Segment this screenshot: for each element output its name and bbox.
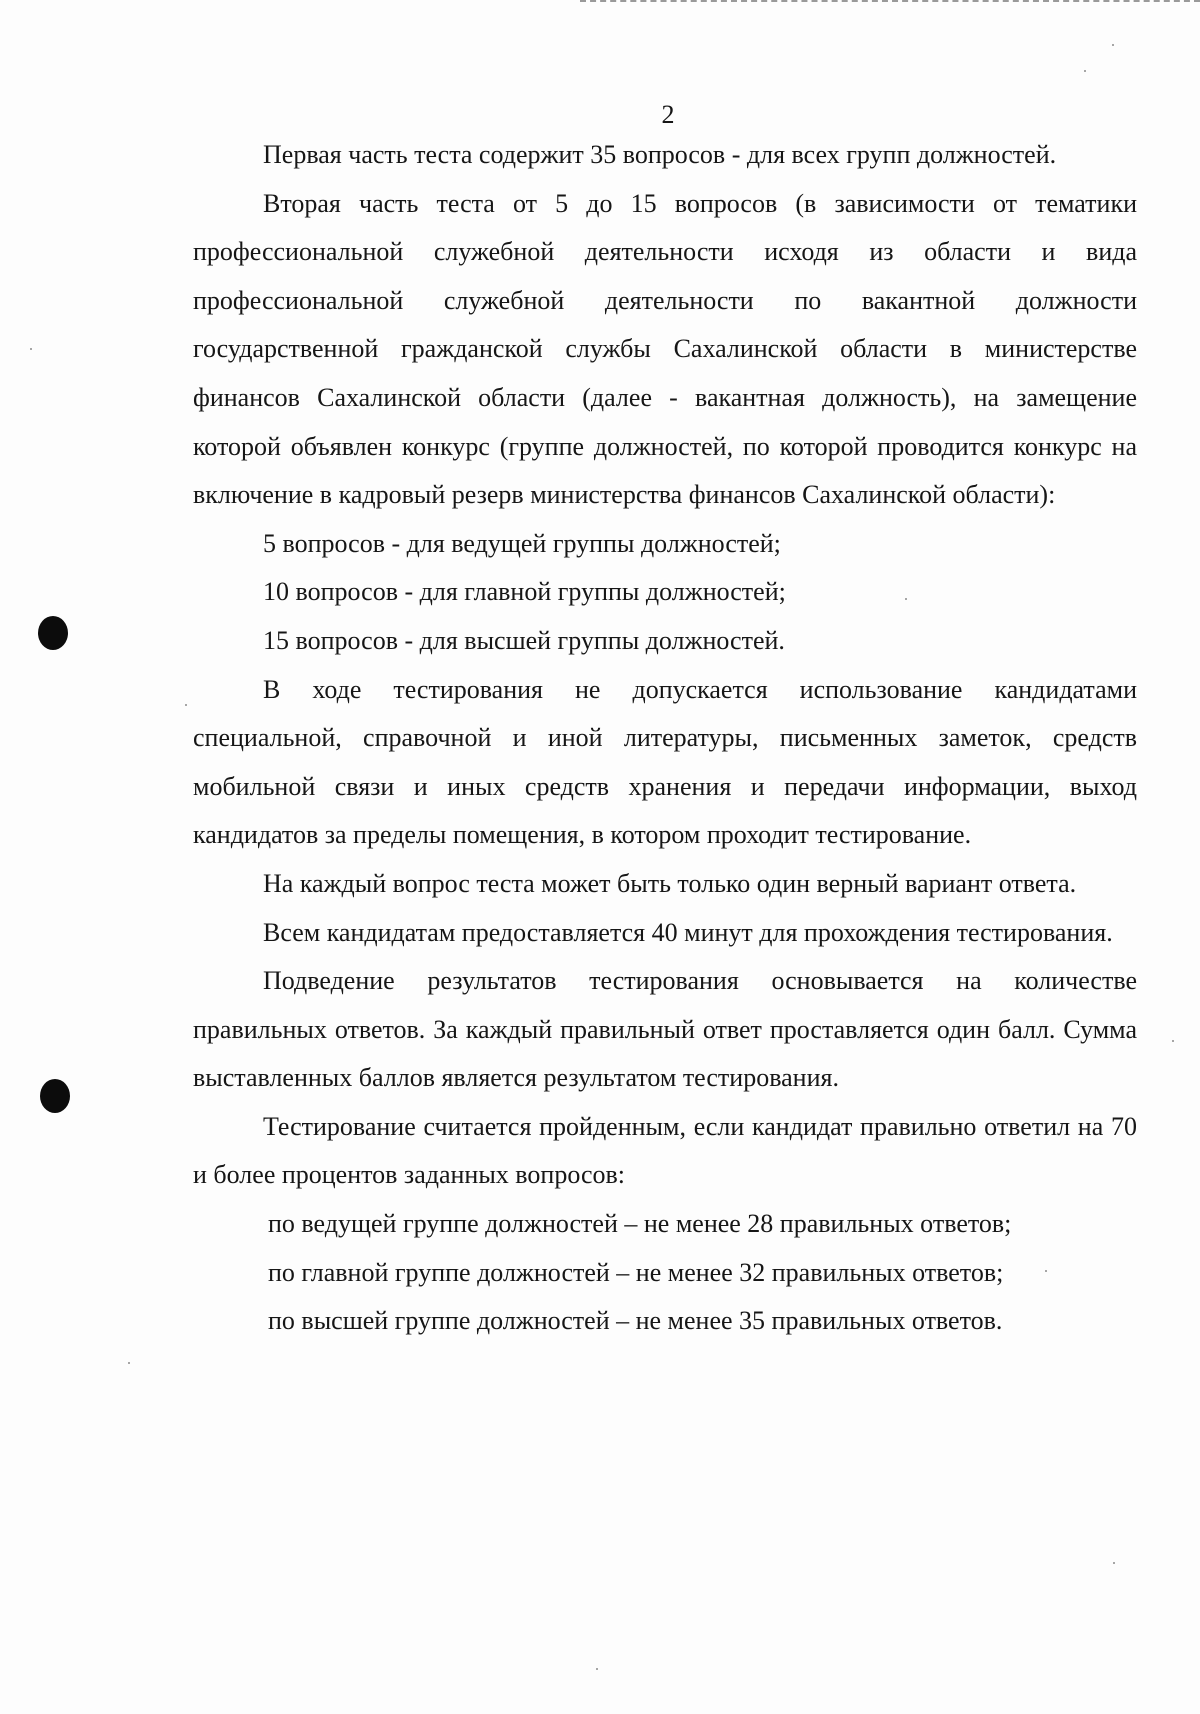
punch-hole-lower [40,1079,70,1113]
paragraph-answer-rule: На каждый вопрос теста может быть только один верный вариант ответа. [263,868,1077,898]
list-item: 15 вопросов - для высшей группы должностей. [263,625,785,655]
paragraph-scoring: Подведение результатов тестирования основывается на количестве правильных ответов. За каждый правильный ответ проставляется один балл. Сумма выставленных баллов является результатом тестирования. [193,966,1137,1093]
scan-speck [596,1668,598,1670]
scan-top-edge [580,0,1200,2]
list-item: 5 вопросов - для ведущей группы должностей; [263,528,781,558]
paragraph-test-part-two: Вторая часть теста от 5 до 15 вопросов (в зависимости от тематики профессиональной служебной деятельности исходя из области и вида профессиональной служебной деятельности по вакантной должности государственной гражданской службы Сахалинской области в министерстве финансов Сахалинской области (далее - вакантная должность), на замещение которой объявлен конкурс (группе должностей, по которой проводится конкурс на включение в кадровый резерв министерства финансов Сахалинской области): [193,188,1137,510]
scan-speck [128,1362,130,1364]
scan-speck [1172,1040,1174,1042]
paragraph-testing-rules: В ходе тестирования не допускается использование кандидатами специальной, справочной и иной литературы, письменных заметок, средств мобильной связи и иных средств хранения и передачи информации, выход кандидатов за пределы помещения, в котором проходит тестирование. [193,674,1137,850]
paragraph-time-limit: Всем кандидатам предоставляется 40 минут для прохождения тестирования. [263,917,1113,947]
punch-hole-upper [38,616,68,650]
page-number: 2 [661,100,675,129]
paragraph-test-part-one: Первая часть теста содержит 35 вопросов - для всех групп должностей. [263,140,1057,169]
document-body [193,131,1137,1346]
list-item: по ведущей группе должностей – не менее 28 правильных ответов; [268,1209,1012,1239]
list-item: по главной группе должностей – не менее 32 правильных ответов; [268,1257,1004,1287]
list-item: по высшей группе должностей – не менее 35 правильных ответов. [268,1306,1003,1336]
scan-speck [185,704,187,706]
scan-speck [30,348,32,350]
scan-speck [1112,44,1114,46]
list-item: 10 вопросов - для главной группы должностей; [263,577,786,607]
scan-speck [1084,70,1086,72]
paragraph-pass-criteria: Тестирование считается пройденным, если кандидат правильно ответил на 70 и более процентов заданных вопросов: [193,1111,1137,1190]
scan-speck [1113,1562,1115,1564]
